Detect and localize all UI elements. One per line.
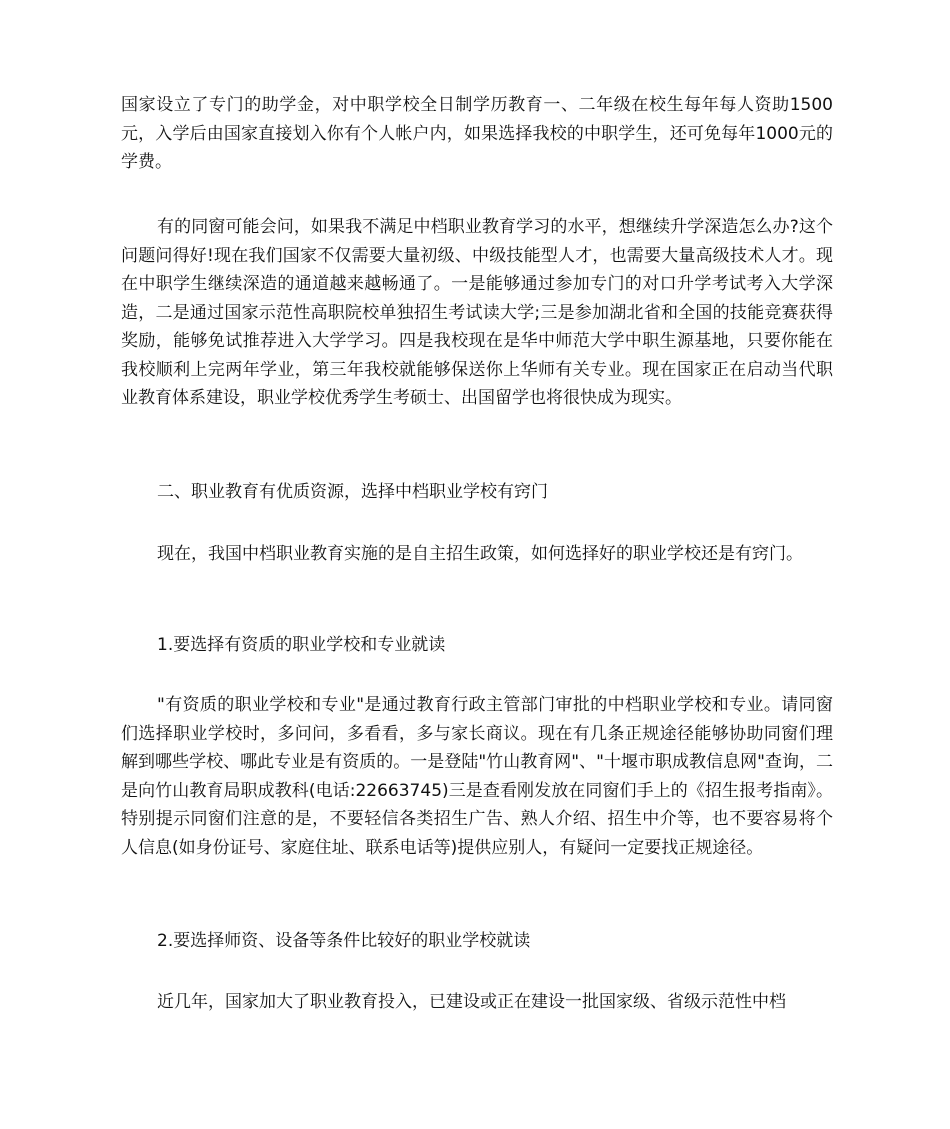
paragraph-admission-policy: 现在，我国中档职业教育实施的是自主招生政策，如何选择好的职业学校还是有窍门。	[157, 544, 803, 564]
subheading-2: 2.要选择师资、设备等条件比较好的职业学校就读	[157, 931, 531, 951]
paragraph-investment: 近几年，国家加大了职业教育投入，已建设或正在建设一批国家级、省级示范性中档	[157, 992, 786, 1012]
paragraph-subsidy: 国家设立了专门的助学金，对中职学校全日制学历教育一、二年级在校生每年每人资助1500元，入学后由国家直接划入你有个人帐户内，如果选择我校的中职学生，还可免每年1000元的学费。	[121, 95, 833, 172]
paragraph-qualified-schools: "有资质的职业学校和专业"是通过教育行政主管部门审批的中档职业学校和专业。请同窗们选择职业学校时，多问问，多看看，多与家长商议。现在有几条正规途径能够协助同窗们理解到哪些学校、哪此专业是有资质的。一是登陆"竹山教育网"、"十堰市职成教信息网"查询，二是向竹山教育局职成教科(电话:22663745)三是查看刚发放在同窗们手上的《招生报考指南》。特别提示同窗们注意的是，不要轻信各类招生广告、熟人介绍、招生中介等，也不要容易将个人信息(如身份证号、家庭住址、联系电话等)提供应别人，有疑问一定要找正规途径。	[121, 695, 833, 858]
paragraph-further-study: 有的同窗可能会问，如果我不满足中档职业教育学习的水平，想继续升学深造怎么办?这个问题问得好!现在我们国家不仅需要大量初级、中级技能型人才，也需要大量高级技术人才。现在中职学生继续深造的通道越来越畅通了。一是能够通过参加专门的对口升学考试考入大学深造，二是通过国家示范性高职院校单独招生考试读大学;三是参加湖北省和全国的技能竞赛获得奖励，能够免试推荐进入大学学习。四是我校现在是华中师范大学中职生源基地，只要你能在我校顺利上完两年学业，第三年我校就能够保送你上华师有关专业。现在国家正在启动当代职业教育体系建设，职业学校优秀学生考硕士、出国留学也将很快成为现实。	[121, 217, 833, 408]
subheading-1: 1.要选择有资质的职业学校和专业就读	[157, 635, 446, 655]
section-heading-2: 二、职业教育有优质资源，选择中档职业学校有窍门	[157, 482, 548, 502]
